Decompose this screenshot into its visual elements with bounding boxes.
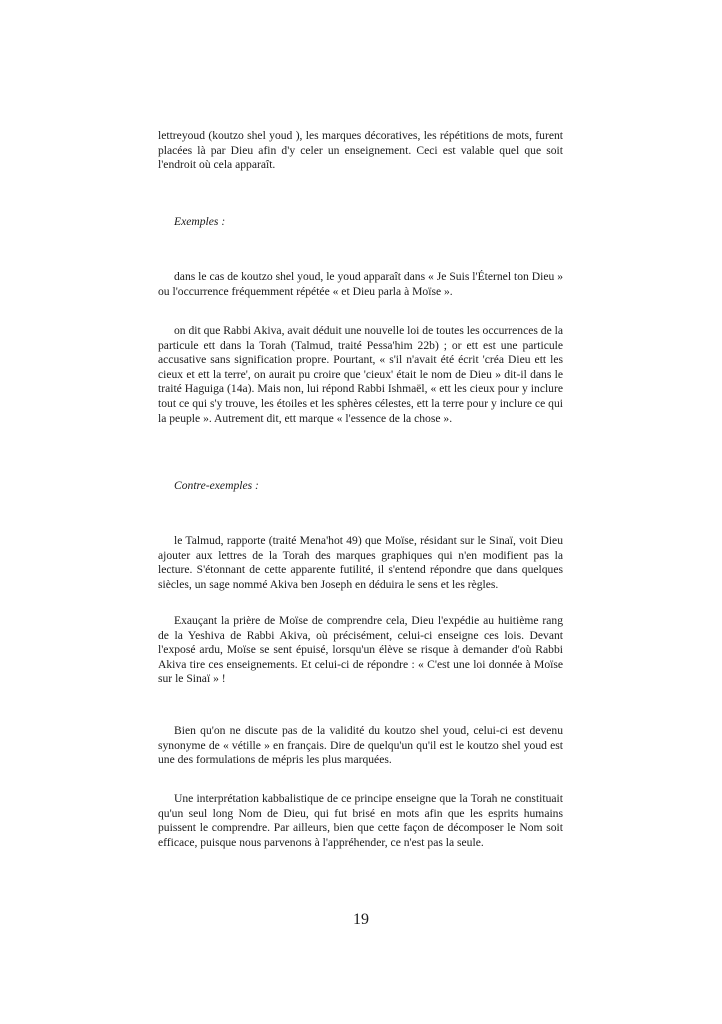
heading-counter-examples: Contre-exemples :	[174, 479, 259, 492]
paragraph-intro: lettreyoud (koutzo shel youd ), les marques décoratives, les répétitions de mots, furent placées là par Dieu afin d'y celer un enseignement. Ceci est valable quel que soit l'endroit où cela apparaît.	[158, 129, 563, 172]
paragraph-example-1: dans le cas de koutzo shel youd, le youd apparaît dans « Je Suis l'Éternel ton Dieu » ou l'occurrence fréquemment répétée « et Dieu parla à Moïse ».	[158, 270, 563, 298]
paragraph-kabbalah: Une interprétation kabbalistique de ce principe enseigne que la Torah ne constituait qu'un seul long Nom de Dieu, qui fut brisé en mots afin que les esprits humains puissent le comprendre. Par ailleurs, bien que cette façon de décomposer le Nom soit efficace, puisque nous parvenons à l'appréhender, ce n'est pas la seule.	[158, 792, 563, 849]
paragraph-counter-1: le Talmud, rapporte (traité Mena'hot 49) que Moïse, résidant sur le Sinaï, voit Dieu ajouter aux lettres de la Torah des marques graphiques qui n'en modifient pas la lecture. S'étonnant de cette apparente futilité, il s'entend répondre que dans quelques siècles, un sage nommé Akiva ben Joseph en déduira le sens et les règles.	[158, 534, 563, 591]
paragraph-counter-2: Exauçant la prière de Moïse de comprendre cela, Dieu l'expédie au huitième rang de la Yeshiva de Rabbi Akiva, où précisément, celui-ci enseigne ces lois. Devant l'exposé ardu, Moïse se sent épuisé, lorsqu'un élève se risque à demander d'où Rabbi Akiva tire ces enseignements. Et celui-ci de répondre : « C'est une loi donnée à Moïse sur le Sinaï » !	[158, 614, 563, 686]
paragraph-validity: Bien qu'on ne discute pas de la validité du koutzo shel youd, celui-ci est devenu synonyme de « vétille » en français. Dire de quelqu'un qu'il est le koutzo shel youd est une des formulations de mépris les plus marquées.	[158, 724, 563, 767]
heading-examples: Exemples :	[174, 215, 226, 228]
paragraph-example-2: on dit que Rabbi Akiva, avait déduit une nouvelle loi de toutes les occurrences de la particule ett dans la Torah (Talmud, traité Pessa'him 22b) ; or ett est une particule accusative sans signification propre. Pourtant, « s'il n'avait été écrit 'créa Dieu ett les cieux et ett la terre', on aurait pu croire que 'cieux' était le nom de Dieu » dit-il dans le traité Haguiga (14a). Mais non, lui répond Rabbi Ishmaël, « ett les cieux pour y inclure tout ce qui s'y trouve, les étoiles et les sphères célestes, ett la terre pour y inclure ce qui la peuple ». Autrement dit, ett marque « l'essence de la chose ».	[158, 324, 563, 425]
page-number: 19	[353, 911, 369, 928]
